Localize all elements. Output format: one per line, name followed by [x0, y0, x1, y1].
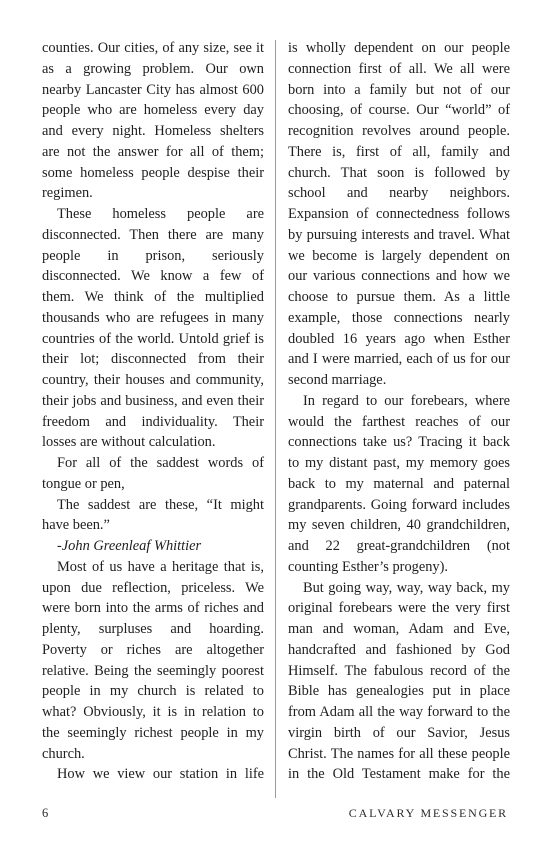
paragraph: How we view our station in life	[57, 766, 264, 783]
paragraph: Most of us have a heritage that is, upon due reflection, priceless. We were born into the arms of riches and plenty, surpluses and hoarding. Poverty or riches are altogether relative. Being the seemingly poorest people in my church is related to what? Obviously, it is in relation to the seemingly richest people in my church.	[42, 558, 264, 762]
poem-attribution: -John Greenleaf Whittier	[57, 538, 202, 554]
poem-line: For all of the saddest words of tongue or pen,	[42, 455, 264, 492]
column-divider	[275, 40, 276, 798]
page-number: 6	[42, 806, 49, 820]
left-column	[42, 38, 264, 785]
poem-line: The saddest are these, “It might have been.”	[42, 496, 264, 534]
paragraph: counties. Our cities, of any size, see it as a growing problem. Our own nearby Lancaster City has almost 600 people who are homeless every day and every night. Homeless shelters are not the answer for all of them; some homeless people despise their regimen.	[42, 40, 264, 202]
paragraph: In regard to our forebears, where would the farthest reaches of our connections take us? Tracing it back to my distant past, my memory goes back to my maternal and paternal grandparents. Going forward includes my seven children, 40 grandchildren, and 22 great-grandchildren (not counting Esther’s progeny).	[288, 392, 510, 575]
paragraph: These homeless people are disconnected. Then there are many people in prison, seriously disconnected. We know a few of them. We think of the multiplied thousands who are refugees in many countries of the world. Untold grief is their lot; disconnected from their country, their houses and community, their jobs and business, and even their freedom and individuality. Their losses are without calculation.	[42, 206, 264, 451]
paragraph: But going way, way, way back, my original forebears were the very first man and woman, Adam and Eve, handcrafted and fashioned by God Himself. The fabulous record of the Bible has genealogies put in place from Adam all the way forward to the virgin birth of our Savior, Jesus Christ. The names for all these people in the Old Testament make for the	[288, 579, 510, 783]
running-footer-title: CALVARY MESSENGER	[348, 806, 508, 820]
right-column	[288, 38, 510, 785]
paragraph: is wholly dependent on our people connection first of all. We all were born into a family but not of our choosing, of course. Our “world” of recognition revolves around people. There is, first of all, family and church. That soon is followed by school and nearby neighbors. Expansion of connectedness follows by pursuing interests and travel. What we become is largely dependent on our various connections and how we choose to pursue them. As a little example, those connections nearly doubled 16 years ago when Esther and I were married, each of us for our second marriage.	[288, 40, 510, 388]
